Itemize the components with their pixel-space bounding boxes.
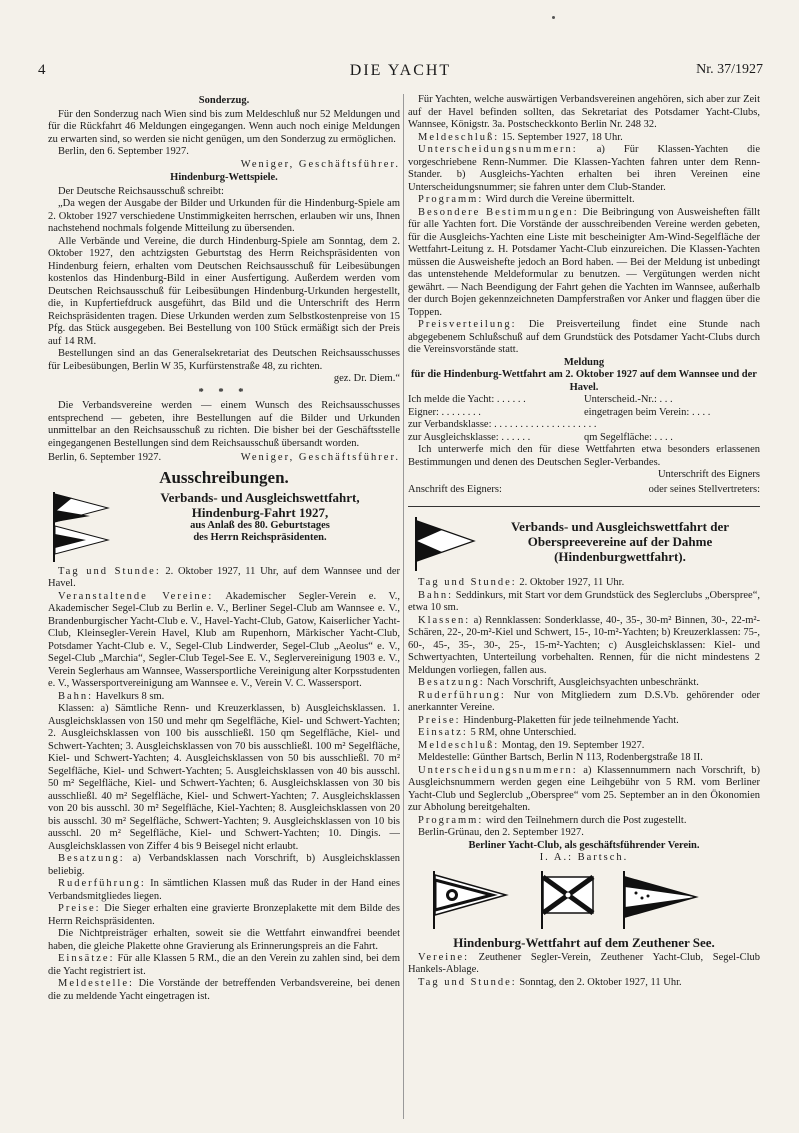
value: 15. September 1927, 18 Uhr. [501,131,623,143]
form-yacht-field[interactable]: Ich melde die Yacht: . . . . . . [408,394,526,405]
zeuthener-cross-flag-icon [538,871,598,929]
issue-number: Nr. 37/1927 [696,62,763,77]
oberspree-burgee-icon [412,515,478,571]
form-row-owner [408,407,760,420]
value: a) Verbandsklassen nach Vorschrift, b) Ausgleichsklassen beliebig. [48,853,400,877]
label: Besondere Bestimmungen: [418,206,579,218]
ruderfuehrung [48,878,400,903]
dahme-tag [408,577,760,590]
klassen: Klassen: a) Sämtliche Renn- und Kreuzerklassen, b) Ausgleichsklassen. 1. Ausgleichsklassen von 150 und mehr qm Segelfläche, Kiel- und Schwert-Yachten; 2. Ausgleichsklassen von 100 bis ausschließl. 150 qm Segelfläche, Kiel- und Schwert-Yachten; 3. Ausgleichsklassen von 70 bis ausschließl. 100 m² Segelfläche, Kiel- und Schwert-Yachten; 4. Ausgleichsklassen von 50 bis ausschließl. 70 m² Segelfläche, Kiel- und Schwert-Yachten; 5. Ausgleichsklassen von 40 bis ausschl. 50 m² Segelfläche, Kiel- und Schwert-Yachten; 6. Ausgleichsklassen von 30 bis ausschließl. 40 m² Segelfläche, Kiel- und Schwert-Yachten; 7. Ausgleichsklassen von 20 bis ausschl. 30 m² Segelfläche, Kiel-Yachten; 8. Ausgleichsklassen von 20 bis ausschl. 30 m² Segelfläche, Schwert-Yachten; 9. Ausgleichsklassen von 10 bis ausschl. 20 m² Segelfläche, Kiel- und Schwert-Yachten; 10. Dingis. — Ausgleichsklassen von Ziffer 4 bis 9 Beisegel nicht erlaubt. [48,703,400,852]
value: Die Preisverteilung findet eine Stunde nach abgegebenem Schlußschuß auf dem Grundstück des Potsdamer Yacht-Clubs durch die Vereinsvorstände statt. [408,319,760,355]
form-class-field[interactable]: zur Verbandsklasse: . . . . . . . . . . . . . . . . . . . . [408,419,597,430]
dahme-club: Berliner Yacht-Club, als geschäftsführender Verein. [468,839,700,851]
label: Vereine: [418,951,469,963]
dahme-preise [408,715,760,728]
value: Havelkurs 8 sm. [95,690,165,702]
sonderzug-signature: Weniger, Geschäftsführer. [240,158,400,170]
segel-club-burgee-icon [620,871,700,929]
dahme-meldeschluss [408,740,760,753]
unterscheidungsnummern [408,144,760,194]
form-handicap-field[interactable]: zur Ausgleichsklasse: . . . . . . [408,431,531,443]
dahme-ruderfuehrung [408,690,760,715]
event-subtitle-line2: des Herrn Reichspräsidenten. [193,531,327,543]
tag-und-stunde [48,566,400,591]
sonderzug-body: Für den Sonderzug nach Wien sind bis zum Meldeschluß nur 52 Meldungen und für die Rückfahrt 46 Meldungen eingegangen. Wenn auch noch einige Meldungen zu erwarten sind, so werden sie nicht genügen, um den Sonderzug zu ermöglichen. [48,108,400,145]
label: Tag und Stunde: [58,565,161,577]
zeuthen-tag [408,977,760,990]
value: 2. Oktober 1927, 11 Uhr. [519,577,625,588]
form-address-field[interactable]: Anschrift des Eigners: [408,483,502,495]
form-deputy-field[interactable]: oder seines Stellvertreters: [648,483,760,495]
page-number: 4 [38,62,46,78]
dahme-signature: I. A.: Bartsch. [539,852,629,863]
bahn [48,691,400,704]
spiele-orders: Bestellungen sind an das Generalsekretariat des Deutschen Reichsausschusses für Leibesübungen, Berlin W 35, Kurfürstenstraße 48, zu richten. [48,348,400,372]
print-speck [552,16,555,19]
club-burgees-row [408,871,760,931]
programm [408,194,760,207]
value: Sonntag, den 2. Oktober 1927, 11 Uhr. [519,976,682,988]
form-club-field[interactable]: eingetragen beim Verein: . . . . [584,406,711,418]
value: Montag, den 19. September 1927. [501,739,645,751]
label: Bahn: [58,690,94,702]
value: a) Für Klassen-Yachten die vorgeschriebene Renn-Nummer. Die Klassen-Yachten fahren unter dem Renn-Stander. b) Ausgleichs-Yachten erhalten bei ihren Vereinen eine Unterscheidungsnummer; sie fahren unter dem Club-Stander. [408,144,760,193]
label: Bahn: [418,589,454,601]
value: Die Vorstände der betreffenden Verbandsvereine, bei denen die zu meldende Yacht eingetragen ist. [48,978,400,1002]
label: Einsätze: [58,953,115,964]
besondere-bestimmungen [408,207,760,320]
label: Preise: [418,714,461,726]
spiele-footer [48,452,400,465]
preisverteilung [408,319,760,357]
value: Die Sieger erhalten eine gravierte Bronzeplakette mit dem Bilde des Herrn Reichspräsidenten. [48,903,400,927]
club-burgee-icon [50,490,114,562]
dahme-programm [408,815,760,828]
label: Unterscheidungsnummern: [418,764,578,776]
spiele-signature: Weniger, Geschäftsführer. [240,452,400,463]
meldestelle [48,978,400,1003]
label: Veranstaltende Vereine: [58,590,214,602]
value: Die Beibringung von Ausweisheften fällt für alle Yachten fort. Die Vorstände der ausschreibenden Vereine werden gebeten, für die Ausgleichs-Yachten eine Liste mit bescheinigter Am-Wind-Segelfläche der Wettfahrt-Leitung z. H. Potsdamer Yacht-Club einzureichen. Die Klassen-Yachten müssen die Ausweishefte jedoch an Bord haben. — Bei der Meldung ist unbedingt das untenstehende Meldeformular zu benutzen. — Vergütungen werden nicht gewährt. — Nach Beendigung der Fahrt gehen die Yachten im Wannsee, außerhalb der durch Bojen gekennzeichneten Dampferstraßen vor Anker und flaggen über die Toppen. [408,206,760,318]
nichtpreistraeger: Die Nichtpreisträger erhalten, soweit sie die Wettfahrt einwandfrei beendet haben, die gleiche Plakette ohne Gravierung als Erinnerungspreis an die Fahrt. [48,928,400,952]
form-signature-row [408,484,760,497]
right-column [408,94,760,1129]
dahme-date: Berlin-Grünau, den 2. September 1927. [418,827,584,838]
spiele-intro: Der Deutsche Reichsausschuß schreibt: [58,185,224,197]
dahme-besatzung [408,677,760,690]
spiele-quote-signature: gez. Dr. Diem.“ [333,373,400,384]
spiele-body: Alle Verbände und Vereine, die durch Hindenburg-Spiele am Sonntag, dem 2. Oktober 1927, den achtzigsten Geburtstag des Herrn Reichspräsidenten von Hindenburg feiern, erhalten vom Deutschen Reichsausschuß für Leibesübungen kostenlos das Hindenburg-Bild in einer Ausfertigung. Außerdem werden vom Deutschen Reichsausschuß für Leibesübungen Hindenburg-Urkunden hergestellt, die, in Kupfertiefdruck ausgeführt, das Bild und die Unterschrift des Herrn Reichspräsidenten tragen. Diese Urkunden werden zum Selbstkostenpreise von 15 Pfg. das Stück ausgegeben. Bei Bestellung von 100 Stück ermäßigt sich der Preis auf 14 RM. [48,235,400,347]
value: In sämtlichen Klassen muß das Ruder in der Hand eines Verbandsmitgliedes liegen. [48,878,400,902]
hindenburg-fahrt-header [48,490,400,562]
label: Ruderführung: [58,878,146,889]
meldeschluss [408,132,760,145]
event-title-line1: Verbands- und Ausgleichswettfahrt, [160,489,360,505]
publication-title: DIE YACHT [349,62,452,79]
value: a) Rennklassen: Sonderklasse, 40-, 35-, 30-m² Binnen, 30-, 22-m²-Schären, 22-, 20-m²-Kiel und Schwert, 15-, 10-m²-Yachten; b) Kreuzerklassen: 75-, 60-, 45-, 35-, 30-, 25-, 15-m²-Yachten; c) Ausgleichsklassen: Kiel- und Schwertyachten, Unterteilung vorbehalten. Rennen, für die nicht mindestens 2 Meldungen vorliegen, fallen aus. [408,614,760,676]
dahme-title-line3: (Hindenburgwettfahrt). [554,549,686,564]
spiele-quote: „Da wegen der Ausgabe der Bilder und Urkunden für die Hindenburg-Spiele am 2. Oktober 1927 verschiedene Unstimmigkeiten herrschen, erlauben wir uns, Ihnen nachstehend nochmals folgende Mitteilung zu übersenden. [48,198,400,234]
label: Programm: [418,814,484,826]
value: 2. Oktober 1927, 11 Uhr, auf dem Wannsee und der Havel. [48,565,400,589]
value: Nach Vorschrift, Ausgleichsyachten unbeschränkt. [487,677,699,688]
page-header [38,62,763,84]
left-column [48,94,400,1129]
value: Zeuthener Segler-Verein, Zeuthener Yacht-Club, Segel-Club Hankels-Ablage. [408,951,760,975]
berliner-yacht-club-burgee-icon [430,871,510,929]
value: Hindenburg-Plaketten für jede teilnehmende Yacht. [463,714,679,726]
besatzung [48,853,400,878]
label: Einsatz: [418,727,468,738]
section-stars: * * * [198,386,250,398]
form-number-field[interactable]: Unterscheid.-Nr.: . . . [584,394,673,405]
label: Tag und Stunde: [418,577,517,588]
form-row-handicap [408,432,760,445]
label: Meldeschluß: [418,131,500,143]
dahme-klassen [408,615,760,678]
ausschreibungen-heading: Ausschreibungen. [159,467,289,487]
dahme-bahn [408,590,760,615]
dahme-titles [480,519,760,564]
label: Meldestelle: [58,978,134,989]
value: a) Klassennummern nach Vorschrift, b) Ausgleichsnummern werden gegen eine Leihgebühr von 5 RM. vom Berliner Yacht-Club und Seglerclub „Oberspree“ vom 25. September an in den Ökonomien zur Abholung bereitgehalten. [408,764,760,813]
zeuthen-vereine [408,952,760,977]
label: Programm: [418,194,484,205]
spiele-heading: Hindenburg-Wettspiele. [170,172,278,183]
dahme-title-line2: Oberspreevereine auf der Dahme [527,534,713,549]
value: wird den Teilnehmern durch die Post zugestellt. [485,814,687,826]
form-signature-label: Unterschrift des Eigners [657,469,760,480]
label: Besatzung: [418,677,485,688]
label: Ruderführung: [418,689,506,701]
meldung-subheading: für die Hindenburg-Wettfahrt am 2. Oktober 1927 auf dem Wannsee und der Havel. [411,369,757,393]
column-divider [403,94,404,1119]
form-sailarea-field[interactable]: qm Segelfläche: . . . . [584,431,673,443]
event-title-line2: Hindenburg-Fahrt 1927, [191,504,329,520]
hindenburg-fahrt-titles [120,490,400,544]
label: Klassen: [418,614,471,626]
value: 5 RM, ohne Unterschied. [470,727,577,738]
dahme-einsatz [408,727,760,740]
preise [48,903,400,928]
label: Besatzung: [58,853,125,864]
einsaetze [48,953,400,978]
spiele-date: Berlin, 6. September 1927. [48,452,162,463]
value: Nur von Mitgliedern zum D.S.Vb. gehörender oder anerkannter Vereine. [408,689,760,713]
sonderzug-heading: Sonderzug. [198,95,250,106]
dahme-unterscheidungsnummern [408,765,760,815]
form-row-class [408,419,760,432]
label: Preise: [58,903,101,914]
form-owner-field[interactable]: Eigner: . . . . . . . . [408,406,481,418]
value: Wird durch die Vereine übermittelt. [485,194,635,205]
dahme-header [408,515,760,575]
form-row-yacht [408,394,760,407]
spiele-note: Die Verbandsvereine werden — einem Wunsch des Reichsausschusses entsprechend — gebeten, ihre Bestellungen auf die Bilder und Urkunden unmittelbar an den Reichsausschuß zu richten. Die bisher bei der Geschäftsstelle eingegangenen Bestellungen sind dem Reichsausschuß übersandt worden. [48,400,400,449]
sonderzug-date: Berlin, den 6. September 1927. [58,146,189,157]
label: Tag und Stunde: [418,976,517,988]
zeuthen-heading: Hindenburg-Wettfahrt auf dem Zeuthener See. [453,934,715,950]
section-divider [408,506,760,507]
event-subtitle-line1: aus Anlaß des 80. Geburtstages [190,519,330,531]
form-declaration: Ich unterwerfe mich den für diese Wettfahrten etwa besonders erlassenen Bestimmungen und denen des Deutschen Segler-Verbandes. [408,444,760,468]
label: Meldeschluß: [418,739,500,751]
veranstaltende-vereine [48,591,400,691]
meldung-heading: Meldung [563,356,605,368]
label: Preisverteilung: [418,319,517,330]
dahme-title-line1: Verbands- und Ausgleichswettfahrt der [510,519,729,534]
value: Für alle Klassen 5 RM., die an den Verein zu zahlen sind, bei dem die Yacht registriert ist. [48,953,400,977]
value: Seddinkurs, mit Start vor dem Grundstück des Seglerclubs „Oberspree“, etwa 10 sm. [408,589,760,613]
auswaertige-yachten: Für Yachten, welche auswärtigen Verbandsvereinen angehören, sich aber zur Zeit auf der Havel befinden sollten, das Sekretariat des Potsdamer Yacht-Clubs, Wannsee, Königstr. 3a. Postscheckkonto Berlin Nr. 248 32. [408,94,760,130]
label: Unterscheidungsnummern: [418,144,578,155]
dahme-meldestelle: Meldestelle: Günther Bartsch, Berlin N 113, Rodenbergstraße 18 II. [418,752,703,763]
value: Akademischer Segler-Verein e. V., Akademischer Segel-Club zu Berlin e. V., Berliner Segel-Club am Wannsee e. V., Brandenburgischer Yacht-Club e. V., Havel-Yacht-Club, Gatow, Kaiserlicher Yacht-Club, Kleinsegler-Verein Havel, Klub am Rupenhorn, Märkischer Yacht-Club, Potsdamer Yacht-Club e. V., Segel-Club Lindwerder, Segel-Club „Aeolus“ e. V., Segel-Club „Marchia“, Segler-Club Tegel-See E. V., Seglervereinigung 1903 e. V., Verein Seglerhaus am Wannsee, Wassersportliche Vereinigung alter Korpsstudenten e. V., Wassersportvereinigung am Wannsee e. V., Verein V. C. Wassersport. [48,590,400,689]
